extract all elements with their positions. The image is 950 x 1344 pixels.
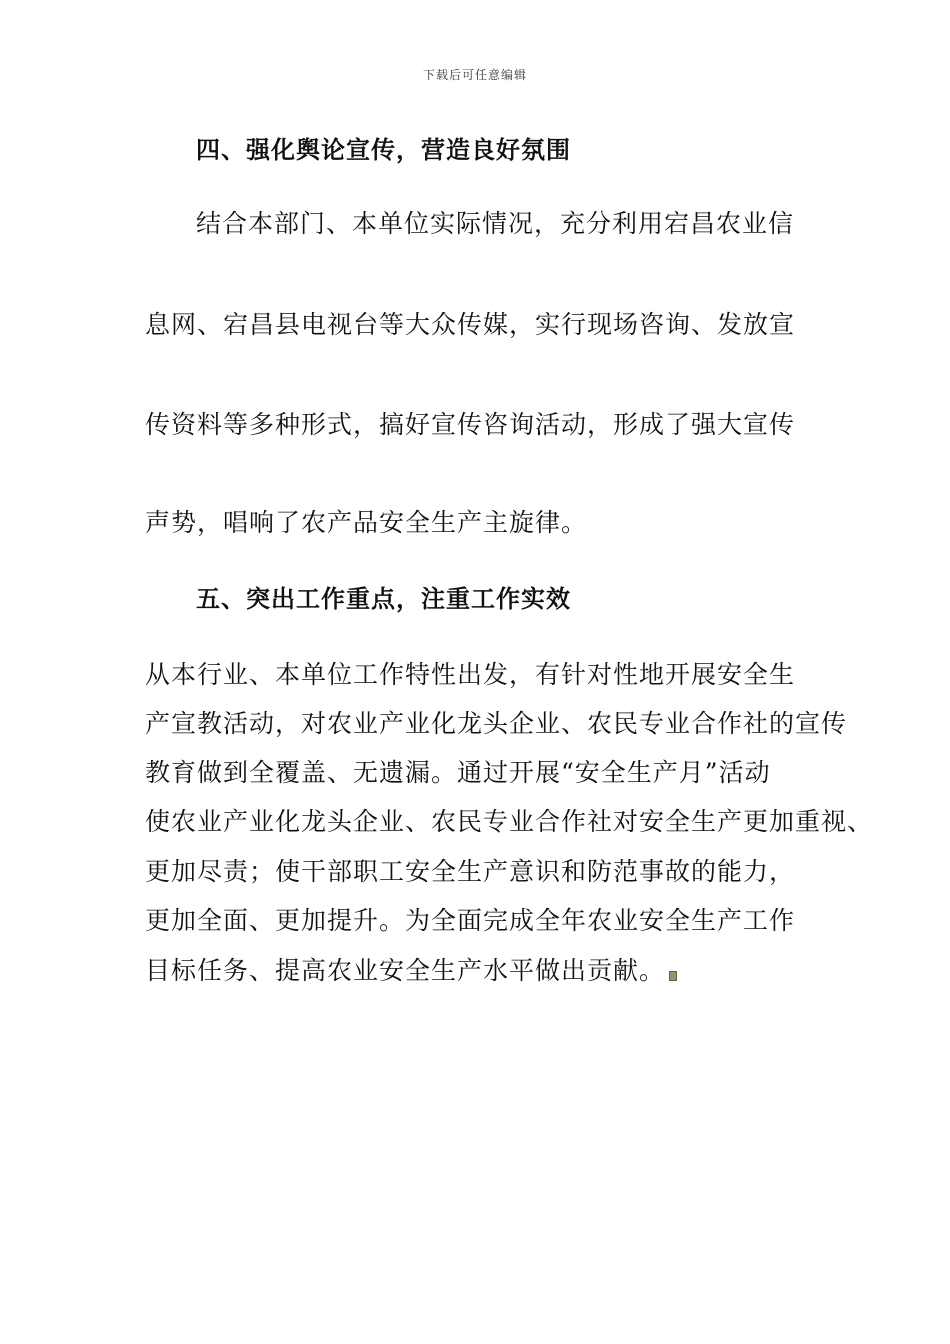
- section-4-line-1: 结合本部门、本单位实际情况，充分利用宕昌农业信: [196, 209, 795, 238]
- section-4-heading: 四、强化舆论宣传，营造良好氛围: [196, 136, 571, 164]
- section-5-line-7-text: 目标任务、提高农业安全生产水平做出贡献。: [145, 956, 666, 985]
- section-5-line-1: 从本行业、本单位工作特性出发，有针对性地开展安全生: [145, 660, 796, 689]
- section-5-line-7: [145, 955, 677, 987]
- section-4-line-2: 息网、宕昌县电视台等大众传媒，实行现场咨询、发放宣: [145, 310, 796, 339]
- section-5-line-6: 更加全面、更加提升。为全面完成全年农业安全生产工作: [145, 906, 796, 935]
- section-5-line-3: 教育做到全覆盖、无遗漏。通过开展“安全生产月”活动: [145, 758, 771, 787]
- section-5-line-2: 产宣教活动，对农业产业化龙头企业、农民专业合作社的宣传: [145, 709, 848, 738]
- paragraph-end-marker-icon: [669, 971, 677, 981]
- section-5-line-4: 使农业产业化龙头企业、农民专业合作社对安全生产更加重视、: [145, 807, 874, 836]
- section-5-heading: 五、突出工作重点，注重工作实效: [196, 585, 571, 613]
- page-header-note: 下载后可任意编辑: [422, 68, 527, 82]
- section-4-line-4: 声势，唱响了农产品安全生产主旋律。: [145, 508, 588, 537]
- section-4-line-3: 传资料等多种形式，搞好宣传咨询活动，形成了强大宣传: [145, 410, 796, 439]
- section-5-line-5: 更加尽责；使干部职工安全生产意识和防范事故的能力，: [145, 857, 796, 886]
